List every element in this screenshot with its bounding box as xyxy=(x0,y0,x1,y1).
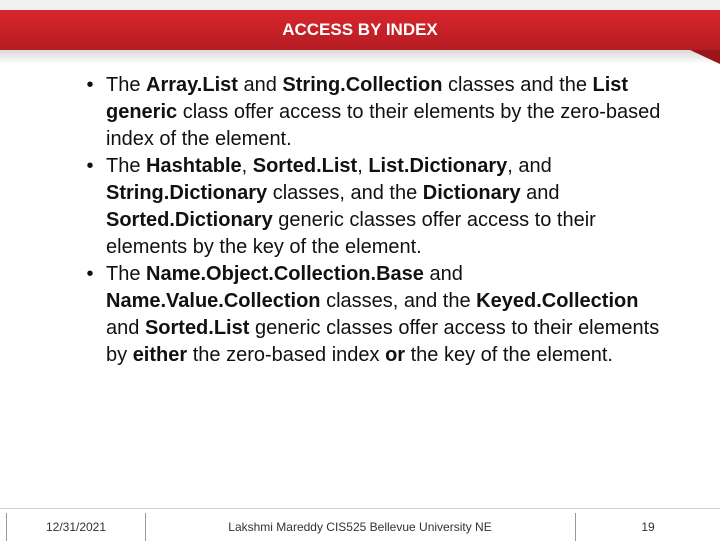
bullet-marker: • xyxy=(86,74,94,96)
bullet-text: the zero-based index xyxy=(187,344,386,366)
bold-term: Hashtable xyxy=(146,155,242,177)
slide-content xyxy=(76,72,676,369)
bold-term: Sorted.List xyxy=(144,317,250,339)
bullet-text: The xyxy=(106,263,147,285)
title-shadow xyxy=(0,50,720,64)
bullet-text: and xyxy=(423,263,463,285)
bullet-text: and xyxy=(237,74,283,96)
bullet-text: , and xyxy=(507,155,552,177)
bold-term: Array.List xyxy=(146,74,238,96)
bold-term: List generic xyxy=(106,74,629,123)
bullet-marker: • xyxy=(86,155,94,177)
slide-title: ACCESS BY INDEX xyxy=(282,20,438,39)
bullet-item xyxy=(76,153,676,261)
bold-term: Keyed.Collection xyxy=(476,290,639,312)
bullet-text: generic classes offer access to their elements by xyxy=(106,317,660,366)
bullet-text: The xyxy=(106,74,147,96)
bullet-text: classes, and the xyxy=(267,182,423,204)
bold-term: Sorted.List xyxy=(252,155,358,177)
bold-term: String.Collection xyxy=(282,74,443,96)
title-bar xyxy=(0,10,720,50)
bold-term: String.Dictionary xyxy=(106,182,268,204)
bold-term: Name.Value.Collection xyxy=(106,290,321,312)
bullet-text: class offer access to their elements by the zero-based index of the element. xyxy=(106,101,661,150)
bullet-item xyxy=(76,72,676,153)
bold-term: or xyxy=(385,344,406,366)
bullet-list xyxy=(76,72,676,369)
bullet-text: and xyxy=(106,317,145,339)
bullet-text: , xyxy=(241,155,253,177)
bullet-text: The xyxy=(106,155,147,177)
bullet-item xyxy=(76,261,676,369)
bullet-text: and xyxy=(520,182,560,204)
bullet-marker: • xyxy=(86,263,94,285)
bullet-text: generic classes offer access to their elements by the key of the element. xyxy=(106,209,596,258)
top-strip xyxy=(0,0,720,10)
corner-notch xyxy=(690,50,720,64)
bullet-text: , xyxy=(357,155,369,177)
footer-divider xyxy=(6,513,7,541)
footer-date: 12/31/2021 xyxy=(45,520,107,534)
bold-term: Dictionary xyxy=(422,182,521,204)
bullet-text: classes, and the xyxy=(320,290,477,312)
bold-term: either xyxy=(132,344,188,366)
bullet-text: classes and the xyxy=(442,74,593,96)
footer-page-number: 19 xyxy=(641,520,655,534)
bold-term: Sorted.Dictionary xyxy=(106,209,273,231)
footer xyxy=(0,508,720,541)
bold-term: List.Dictionary xyxy=(368,155,508,177)
footer-author: Lakshmi Mareddy CIS525 Bellevue University NE xyxy=(228,520,492,534)
bullet-text: the key of the element. xyxy=(405,344,613,366)
bold-term: Name.Object.Collection.Base xyxy=(146,263,424,285)
